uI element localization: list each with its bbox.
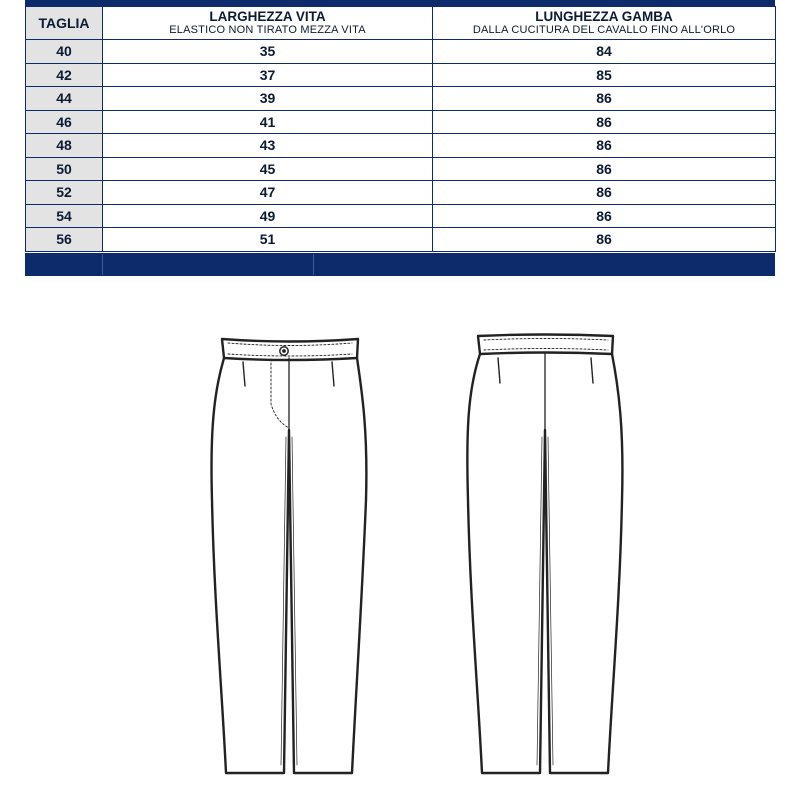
table-row: [26, 87, 776, 111]
size-cell: 46: [26, 110, 103, 134]
waist-cell: 43: [103, 134, 433, 158]
size-cell: 42: [26, 63, 103, 87]
leg-cell: 85: [433, 63, 776, 87]
size-cell: 48: [26, 134, 103, 158]
leg-cell: 86: [433, 157, 776, 181]
size-cell: 54: [26, 204, 103, 228]
size-cell: 40: [26, 40, 103, 64]
size-cell: 44: [26, 87, 103, 111]
waist-cell: 37: [103, 63, 433, 87]
waist-cell: 49: [103, 204, 433, 228]
leg-header-subtitle: DALLA CUCITURA DEL CAVALLO FINO ALL'ORLO: [472, 24, 736, 36]
size-cell: 52: [26, 181, 103, 205]
waist-cell: 35: [103, 40, 433, 64]
table-header-row: [26, 7, 776, 40]
waist-cell: 45: [103, 157, 433, 181]
table-row: [26, 40, 776, 64]
leg-cell: 86: [433, 110, 776, 134]
table-row: [26, 63, 776, 87]
table-row: [26, 181, 776, 205]
waist-cell: 47: [103, 181, 433, 205]
size-cell: 56: [26, 228, 103, 252]
trousers-back-illustration: [467, 335, 622, 774]
size-table: [25, 6, 776, 252]
leg-column-header: [433, 7, 776, 40]
leg-cell: 86: [433, 204, 776, 228]
trousers-front-illustration: [212, 339, 367, 773]
leg-cell: 86: [433, 181, 776, 205]
table-row: [26, 134, 776, 158]
waist-column-header: [103, 7, 433, 40]
leg-header-title: LUNGHEZZA GAMBA: [535, 9, 673, 24]
band-divider: [313, 254, 314, 275]
leg-cell: 86: [433, 134, 776, 158]
waist-cell: 51: [103, 228, 433, 252]
table-row: [26, 204, 776, 228]
table-row: [26, 157, 776, 181]
waist-header-subtitle: ELASTICO NON TIRATO MEZZA VITA: [169, 24, 366, 36]
size-cell: 50: [26, 157, 103, 181]
waist-header-title: LARGHEZZA VITA: [209, 9, 326, 24]
size-column-header: TAGLIA: [26, 7, 103, 40]
band-divider: [102, 254, 103, 275]
leg-cell: 84: [433, 40, 776, 64]
bottom-band: [25, 253, 775, 276]
leg-cell: 86: [433, 228, 776, 252]
table-row: [26, 110, 776, 134]
leg-cell: 86: [433, 87, 776, 111]
table-row: [26, 228, 776, 252]
waist-cell: 39: [103, 87, 433, 111]
trousers-illustrations: [0, 300, 800, 800]
waist-cell: 41: [103, 110, 433, 134]
